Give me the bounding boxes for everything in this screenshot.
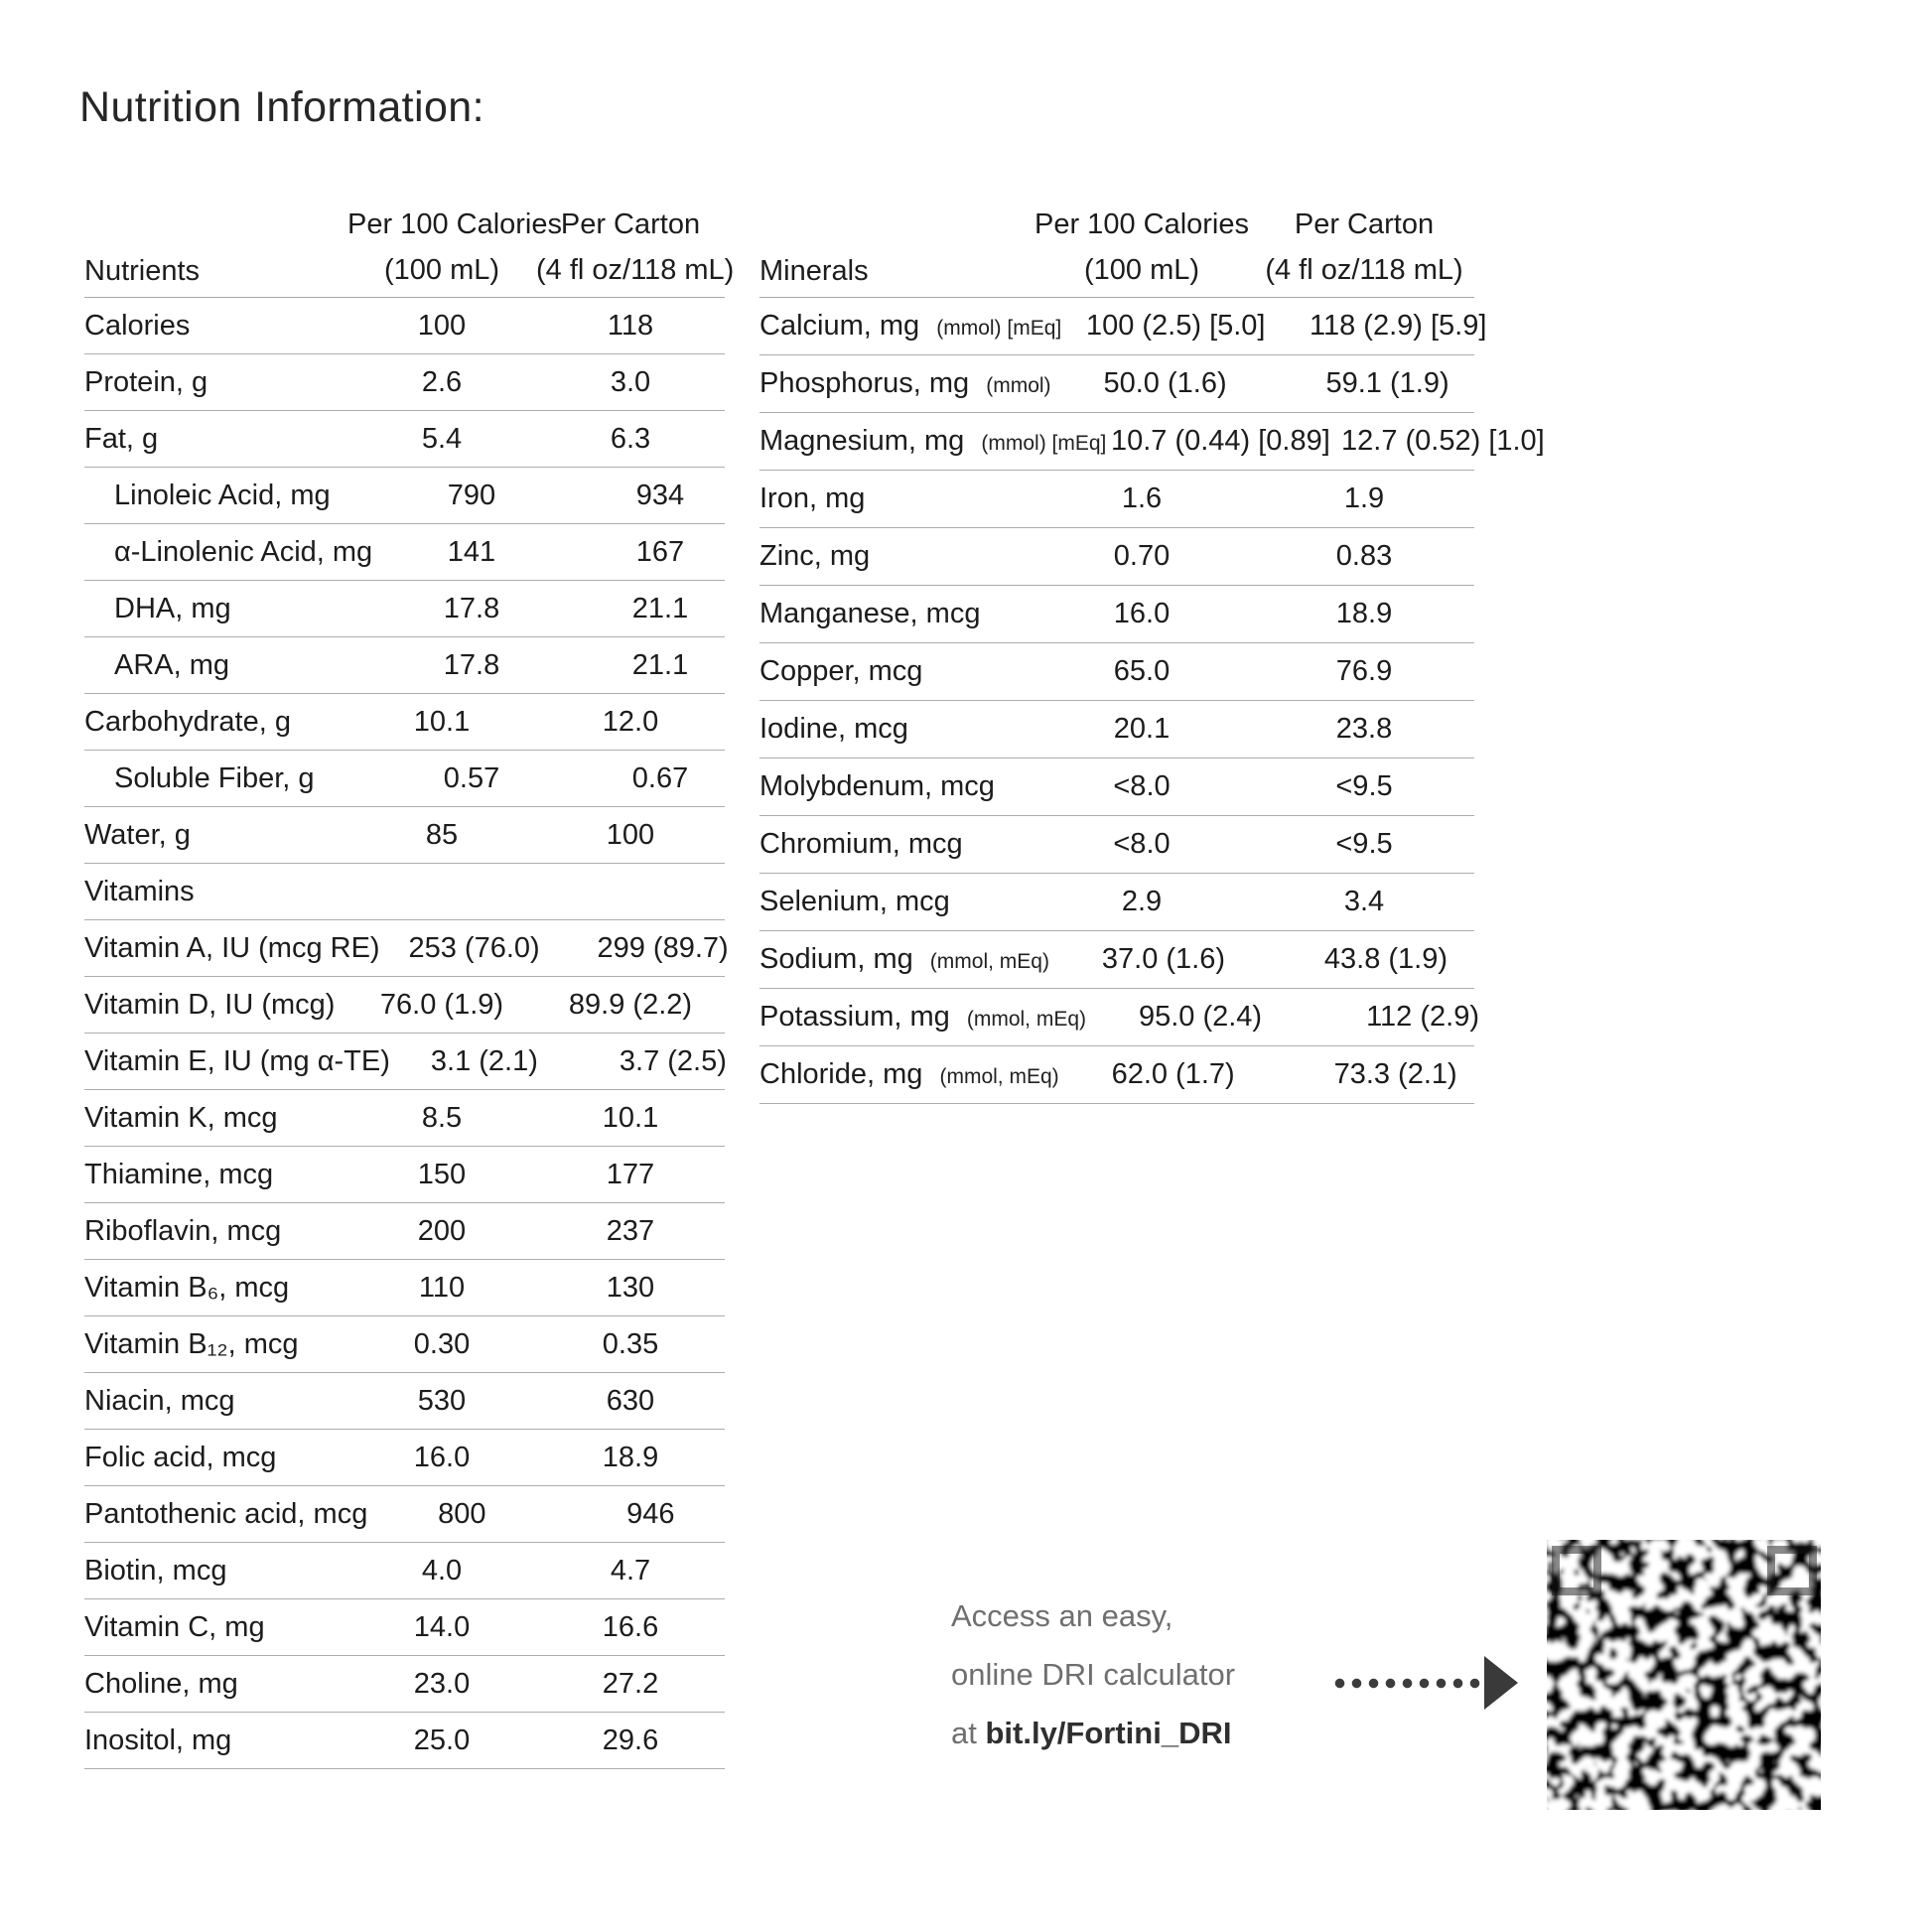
table-row — [759, 413, 1545, 471]
table-row — [759, 989, 1479, 1046]
per-100-calories-header: Per 100 Calories (100 mL) — [1035, 208, 1249, 286]
table-row — [84, 694, 725, 751]
table-row — [759, 643, 1474, 701]
table-row — [84, 977, 725, 1034]
row-value-per-100-calories: 110 — [418, 1272, 466, 1304]
row-label: Selenium, mcg — [759, 886, 950, 917]
row-value-per-carton: 3.7 (2.5) — [619, 1045, 727, 1077]
row-value-per-carton: 299 (89.7) — [597, 932, 729, 964]
table-row — [84, 1486, 725, 1543]
row-value-per-carton: 12.7 (0.52) [1.0] — [1341, 425, 1545, 457]
row-value-per-100-calories: 2.9 — [1121, 886, 1163, 917]
row-value-per-carton: 118 — [607, 310, 654, 342]
row-value-per-carton: 630 — [606, 1385, 655, 1417]
row-value-per-100-calories — [347, 864, 536, 919]
row-value-per-100-calories: 20.1 — [1113, 713, 1171, 745]
row-label: DHA, mg — [114, 593, 231, 624]
per-carton-header: Per Carton (4 fl oz/118 mL) — [1265, 208, 1463, 286]
row-value-per-carton: 16.6 — [602, 1611, 659, 1643]
row-label: Vitamin B₆, mcg — [84, 1272, 290, 1304]
row-label: Vitamin A, IU (mcg RE) — [84, 932, 380, 964]
row-value-per-carton: 29.6 — [602, 1725, 659, 1756]
dri-note-line2: online DRI calculator — [951, 1657, 1236, 1692]
row-value-per-100-calories: 14.0 — [413, 1611, 471, 1643]
row-sublabel: (mmol, mEq) — [939, 1065, 1059, 1088]
table-row — [84, 1260, 725, 1316]
row-value-per-carton: 73.3 (2.1) — [1333, 1058, 1457, 1090]
row-label: Water, g — [84, 819, 191, 851]
row-value-per-100-calories: 8.5 — [421, 1102, 463, 1134]
nutrients-table-body — [84, 298, 729, 1769]
row-label: Potassium, mg — [759, 1001, 950, 1033]
row-sublabel: (mmol) [mEq] — [936, 317, 1062, 340]
row-label: Vitamin E, IU (mg α-TE) — [84, 1045, 390, 1077]
table-row — [759, 759, 1474, 816]
row-value-per-100-calories: <8.0 — [1113, 770, 1171, 802]
table-row — [84, 468, 725, 524]
row-label: Riboflavin, mcg — [84, 1215, 282, 1247]
row-value-per-carton: 76.9 — [1335, 655, 1393, 687]
row-value-per-100-calories: 10.7 (0.44) [0.89] — [1110, 425, 1330, 457]
table-row — [84, 1147, 725, 1203]
table-row — [84, 864, 725, 920]
row-value-per-100-calories: 17.8 — [443, 649, 500, 681]
row-value-per-carton: 6.3 — [610, 423, 651, 455]
row-label: Calcium, mg — [759, 310, 920, 342]
row-label: Copper, mcg — [759, 655, 923, 687]
minerals-table — [759, 204, 1545, 1104]
row-label: Phosphorus, mg — [759, 367, 970, 399]
dri-note-line3: at bit.ly/Fortini_DRI — [951, 1716, 1232, 1750]
table-row — [759, 298, 1487, 355]
row-label: Soluble Fiber, g — [114, 762, 315, 794]
row-value-per-carton: 177 — [606, 1159, 655, 1190]
table-row — [84, 920, 729, 977]
row-value-per-carton: 237 — [606, 1215, 655, 1247]
table-row — [84, 807, 725, 864]
row-value-per-100-calories: 17.8 — [443, 593, 500, 624]
table-row — [84, 1316, 725, 1373]
row-value-per-carton: 167 — [635, 536, 685, 568]
row-value-per-carton: 4.7 — [610, 1555, 651, 1587]
row-value-per-100-calories: 37.0 (1.6) — [1101, 943, 1226, 975]
row-value-per-100-calories: 85 — [425, 819, 459, 851]
table-row — [84, 1430, 725, 1486]
table-row — [84, 637, 725, 694]
row-sublabel: (mmol, mEq) — [929, 950, 1049, 973]
qr-code — [1547, 1540, 1821, 1810]
table-row — [759, 931, 1474, 989]
row-value-per-100-calories: <8.0 — [1113, 828, 1171, 860]
row-label: Sodium, mg — [759, 943, 913, 975]
table-row — [84, 581, 725, 637]
row-value-per-carton: 3.4 — [1343, 886, 1385, 917]
row-label: Biotin, mcg — [84, 1555, 227, 1587]
row-value-per-carton: 934 — [635, 480, 685, 511]
row-value-per-carton: 0.35 — [602, 1328, 659, 1360]
row-value-per-carton: 10.1 — [602, 1102, 659, 1134]
row-value-per-100-calories: 3.1 (2.1) — [430, 1045, 538, 1077]
table-row — [759, 528, 1474, 586]
row-label: α-Linolenic Acid, mg — [114, 536, 373, 568]
row-value-per-100-calories: 790 — [447, 480, 496, 511]
row-value-per-100-calories: 530 — [417, 1385, 467, 1417]
row-label: Choline, mg — [84, 1668, 238, 1700]
row-label: Fat, g — [84, 423, 159, 455]
row-sublabel: (mmol) [mEq] — [981, 432, 1107, 455]
row-value-per-100-calories: 65.0 — [1113, 655, 1171, 687]
row-label: Pantothenic acid, mcg — [84, 1498, 368, 1530]
row-value-per-100-calories: 100 — [417, 310, 467, 342]
row-value-per-100-calories: 1.6 — [1121, 483, 1163, 514]
row-value-per-100-calories: 0.30 — [413, 1328, 471, 1360]
table-row — [759, 355, 1474, 413]
row-value-per-100-calories: 25.0 — [413, 1725, 471, 1756]
row-label: Magnesium, mg — [759, 425, 965, 457]
row-label: Manganese, mcg — [759, 598, 981, 629]
dri-link: bit.ly/Fortini_DRI — [985, 1716, 1232, 1750]
dotted-line-icon — [1331, 1678, 1482, 1689]
table-row — [84, 1599, 725, 1656]
row-value-per-100-calories: 141 — [447, 536, 496, 568]
row-label: Carbohydrate, g — [84, 706, 291, 738]
row-value-per-100-calories: 0.57 — [443, 762, 500, 794]
row-value-per-100-calories: 76.0 (1.9) — [379, 989, 504, 1021]
row-value-per-carton: 12.0 — [602, 706, 659, 738]
row-value-per-carton: 43.8 (1.9) — [1323, 943, 1449, 975]
row-label: Niacin, mcg — [84, 1385, 235, 1417]
row-label: Thiamine, mcg — [84, 1159, 274, 1190]
row-value-per-carton: 18.9 — [602, 1442, 659, 1473]
table-row — [759, 816, 1474, 874]
row-label: Chloride, mg — [759, 1058, 923, 1090]
table-row — [759, 874, 1474, 931]
row-label: Vitamin D, IU (mcg) — [84, 989, 336, 1021]
row-value-per-100-calories: 23.0 — [413, 1668, 471, 1700]
table-row — [84, 1713, 725, 1769]
table-row — [84, 354, 725, 411]
row-label: Iron, mg — [759, 483, 866, 514]
dotted-arrow — [1331, 1656, 1518, 1710]
row-value-per-carton: 21.1 — [631, 649, 689, 681]
dri-note — [951, 1587, 1235, 1762]
row-value-per-100-calories: 200 — [417, 1215, 467, 1247]
row-value-per-carton: 0.67 — [631, 762, 689, 794]
minerals-column-title: Minerals — [759, 255, 869, 287]
table-row — [84, 298, 725, 354]
row-label: Molybdenum, mcg — [759, 770, 995, 802]
table-row — [84, 1656, 725, 1713]
row-label: Vitamin B₁₂, mcg — [84, 1328, 299, 1360]
table-row — [84, 1543, 725, 1599]
row-label: Folic acid, mcg — [84, 1442, 277, 1473]
row-value-per-100-calories: 50.0 (1.6) — [1103, 367, 1227, 399]
row-value-per-100-calories: 800 — [438, 1498, 486, 1530]
row-value-per-carton: 18.9 — [1335, 598, 1393, 629]
per-carton-header: Per Carton (4 fl oz/118 mL) — [536, 208, 735, 286]
row-value-per-carton: <9.5 — [1335, 770, 1393, 802]
row-label: Vitamin K, mcg — [84, 1102, 278, 1134]
row-value-per-carton: 27.2 — [602, 1668, 659, 1700]
row-value-per-carton: 1.9 — [1343, 483, 1385, 514]
table-row — [759, 471, 1474, 528]
row-value-per-carton: 0.83 — [1335, 540, 1393, 572]
row-value-per-100-calories: 2.6 — [421, 366, 463, 398]
row-value-per-carton: 130 — [606, 1272, 655, 1304]
row-label: Vitamin C, mg — [84, 1611, 265, 1643]
row-value-per-carton: 59.1 (1.9) — [1325, 367, 1449, 399]
row-value-per-100-calories: 10.1 — [413, 706, 471, 738]
row-label: Inositol, mg — [84, 1725, 232, 1756]
row-value-per-carton: 23.8 — [1335, 713, 1393, 745]
row-label: Vitamins — [84, 876, 195, 907]
row-label: Calories — [84, 310, 191, 342]
minerals-table-body — [759, 298, 1545, 1104]
nutrients-table-header — [84, 204, 735, 298]
row-value-per-100-calories: 95.0 (2.4) — [1138, 1001, 1263, 1033]
table-row — [84, 1203, 725, 1260]
table-row — [759, 586, 1474, 643]
row-value-per-100-calories: 100 (2.5) [5.0] — [1085, 310, 1266, 342]
minerals-table-header — [759, 204, 1474, 298]
row-value-per-carton: 946 — [626, 1498, 675, 1530]
nutrients-table — [84, 204, 735, 1769]
nutrients-column-title: Nutrients — [84, 255, 201, 287]
row-value-per-100-calories: 150 — [417, 1159, 467, 1190]
row-value-per-carton — [536, 864, 725, 919]
row-value-per-carton: <9.5 — [1335, 828, 1393, 860]
row-label: ARA, mg — [114, 649, 230, 681]
row-value-per-100-calories: 4.0 — [421, 1555, 463, 1587]
dri-note-line1: Access an easy, — [951, 1598, 1173, 1633]
row-value-per-100-calories: 5.4 — [421, 423, 463, 455]
row-value-per-carton: 100 — [606, 819, 655, 851]
arrowhead-icon — [1484, 1656, 1518, 1710]
table-row — [759, 701, 1474, 759]
row-value-per-carton: 21.1 — [631, 593, 689, 624]
row-value-per-100-calories: 253 (76.0) — [408, 932, 540, 964]
row-label: Protein, g — [84, 366, 208, 398]
row-value-per-100-calories: 62.0 (1.7) — [1111, 1058, 1235, 1090]
row-label: Iodine, mcg — [759, 713, 908, 745]
row-sublabel: (mmol) — [986, 374, 1051, 397]
row-value-per-carton: 3.0 — [610, 366, 651, 398]
row-label: Zinc, mg — [759, 540, 871, 572]
row-value-per-carton: 118 (2.9) [5.9] — [1310, 310, 1487, 342]
table-row — [759, 1046, 1474, 1104]
row-sublabel: (mmol, mEq) — [966, 1008, 1087, 1031]
row-value-per-100-calories: 16.0 — [413, 1442, 471, 1473]
row-value-per-100-calories: 0.70 — [1113, 540, 1171, 572]
row-value-per-carton: 89.9 (2.2) — [568, 989, 693, 1021]
table-row — [84, 1373, 725, 1430]
row-label: Chromium, mcg — [759, 828, 963, 860]
page-title: Nutrition Information: — [79, 83, 484, 131]
row-value-per-100-calories: 16.0 — [1113, 598, 1171, 629]
row-label: Linoleic Acid, mg — [114, 480, 331, 511]
row-value-per-carton: 112 (2.9) — [1366, 1001, 1479, 1033]
table-row — [84, 1034, 725, 1090]
table-row — [84, 411, 725, 468]
table-row — [84, 524, 725, 581]
table-row — [84, 751, 725, 807]
table-row — [84, 1090, 725, 1147]
per-100-calories-header: Per 100 Calories (100 mL) — [347, 208, 562, 286]
